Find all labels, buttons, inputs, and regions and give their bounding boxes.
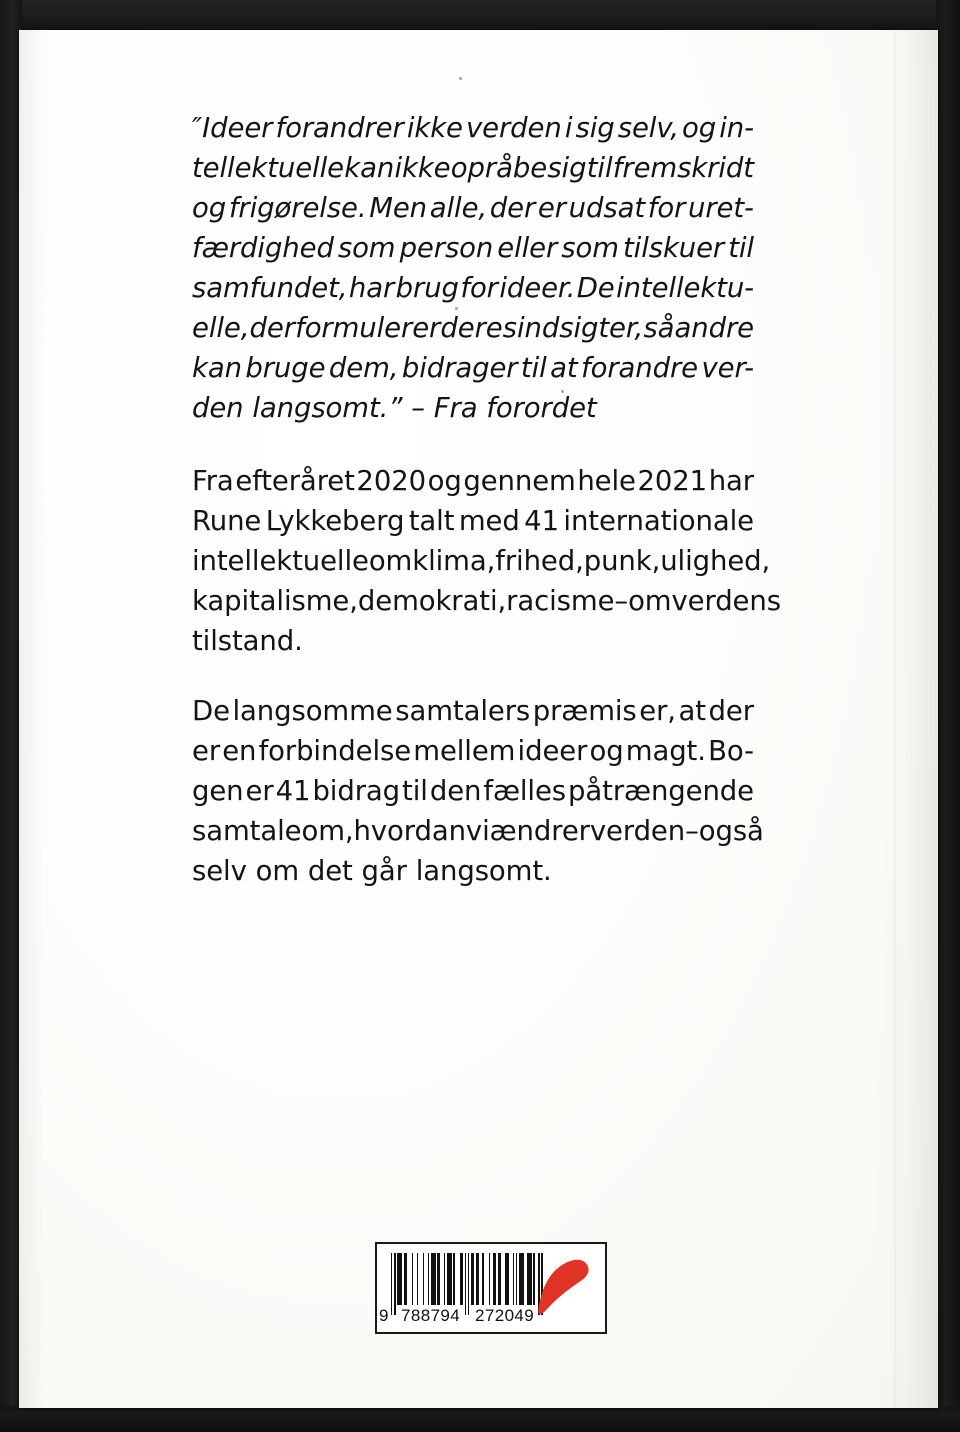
word: Fra bbox=[192, 465, 234, 497]
quote-line bbox=[192, 188, 754, 228]
word: verdens bbox=[671, 585, 781, 617]
word: racisme bbox=[506, 585, 615, 617]
word: om bbox=[368, 545, 413, 577]
paper-speck bbox=[459, 77, 462, 80]
word: til bbox=[402, 775, 428, 807]
word: formulerer bbox=[295, 312, 441, 344]
barcode-bar bbox=[412, 1253, 413, 1305]
word: udsat bbox=[568, 192, 646, 224]
word: sig bbox=[575, 112, 615, 144]
barcode-bar bbox=[482, 1253, 483, 1305]
word: har bbox=[348, 272, 395, 304]
word: og bbox=[589, 735, 624, 767]
barcode-bar bbox=[505, 1253, 510, 1305]
quote-line-attribution: den langsomt.” – Fra forordet bbox=[192, 392, 597, 424]
word: kapitalisme, bbox=[192, 585, 358, 617]
word: gen bbox=[192, 775, 244, 807]
word: andre bbox=[674, 312, 754, 344]
word: i bbox=[564, 112, 573, 144]
word: der bbox=[708, 695, 754, 727]
word: også bbox=[698, 815, 764, 847]
word: vi bbox=[465, 815, 490, 847]
word: bidrager bbox=[401, 352, 518, 384]
word: at bbox=[678, 695, 706, 727]
word: præmis bbox=[532, 695, 637, 727]
word: hele bbox=[577, 465, 636, 497]
backdrop-top-edge bbox=[0, 0, 960, 34]
premise-line bbox=[192, 731, 754, 771]
word: om, bbox=[301, 815, 354, 847]
barcode-bar bbox=[513, 1253, 514, 1305]
barcode-digit-group-right: 272049 bbox=[475, 1306, 535, 1325]
word: langsomme bbox=[232, 695, 393, 727]
word: alle, bbox=[429, 192, 488, 224]
word: – bbox=[614, 585, 629, 617]
word: sig bbox=[547, 152, 587, 184]
barcode-bar bbox=[417, 1253, 418, 1305]
word: mellem bbox=[413, 735, 516, 767]
word: frihed, bbox=[495, 545, 584, 577]
cover-crease-line bbox=[894, 30, 896, 1408]
word: intellektuelle bbox=[192, 545, 369, 577]
barcode-bar bbox=[453, 1253, 454, 1305]
barcode-bar bbox=[460, 1253, 463, 1305]
word: er, bbox=[639, 695, 676, 727]
word: ikke bbox=[406, 112, 463, 144]
word: og bbox=[427, 465, 462, 497]
word: fælles bbox=[483, 775, 567, 807]
word: ulighed, bbox=[660, 545, 771, 577]
description-line: tilstand. bbox=[192, 625, 303, 657]
premise-line bbox=[192, 771, 754, 811]
word: – bbox=[685, 815, 699, 847]
word: frigørelse. bbox=[228, 192, 367, 224]
word: en bbox=[222, 735, 257, 767]
word: og bbox=[192, 192, 227, 224]
word: samfundet, bbox=[192, 272, 348, 304]
word: selv, bbox=[617, 112, 679, 144]
word: demokrati, bbox=[357, 585, 507, 617]
word: til bbox=[520, 352, 547, 384]
word: færdighed bbox=[192, 232, 334, 264]
description-line bbox=[192, 581, 781, 621]
word: kan bbox=[192, 352, 242, 384]
word: forandrer bbox=[275, 112, 404, 144]
pull-quote-paragraph bbox=[192, 108, 754, 428]
book-back-cover bbox=[19, 30, 938, 1408]
description-line bbox=[192, 541, 771, 581]
word: klima, bbox=[412, 545, 496, 577]
premise-line: selv om det går langsomt. bbox=[192, 855, 552, 887]
barcode-bar bbox=[476, 1253, 479, 1305]
word: den bbox=[429, 775, 482, 807]
word: er bbox=[245, 775, 274, 807]
word: in- bbox=[719, 112, 754, 144]
word: til bbox=[586, 152, 613, 184]
word: punk, bbox=[583, 545, 661, 577]
barcode-bar bbox=[437, 1253, 440, 1305]
barcode-symbol bbox=[379, 1253, 543, 1327]
word: forandre bbox=[581, 352, 699, 384]
word: der bbox=[489, 192, 536, 224]
word: for bbox=[460, 272, 498, 304]
barcode-bar bbox=[404, 1253, 407, 1305]
word: eller bbox=[497, 232, 558, 264]
word: 41 bbox=[524, 505, 559, 537]
word: verden bbox=[589, 815, 686, 847]
word: Bo- bbox=[708, 735, 754, 767]
word: som bbox=[337, 232, 396, 264]
barcode-digits bbox=[379, 1305, 555, 1327]
word: om bbox=[628, 585, 672, 617]
quote-line bbox=[192, 108, 754, 148]
backdrop-bottom-edge bbox=[0, 1406, 960, 1432]
word: elle, bbox=[192, 312, 250, 344]
word: tilskuer bbox=[622, 232, 725, 264]
word: med bbox=[458, 505, 520, 537]
word: tellektuelle bbox=[192, 152, 344, 184]
barcode-bars bbox=[391, 1253, 543, 1305]
word: internationale bbox=[563, 505, 754, 537]
word: Men bbox=[369, 192, 428, 224]
word: indsigter, bbox=[517, 312, 644, 344]
word: hvordan bbox=[353, 815, 466, 847]
word: at bbox=[550, 352, 578, 384]
word: talt bbox=[408, 505, 455, 537]
cover-left-shading bbox=[19, 30, 45, 1408]
word: der bbox=[249, 312, 295, 344]
barcode-bar bbox=[444, 1253, 445, 1305]
word: så bbox=[643, 312, 675, 344]
premise-line bbox=[192, 811, 764, 851]
word: 41 bbox=[275, 775, 311, 807]
barcode-bar bbox=[447, 1253, 452, 1305]
barcode-bar bbox=[471, 1253, 474, 1305]
word: De bbox=[192, 695, 230, 727]
barcode-bar bbox=[428, 1253, 429, 1305]
word: ændrer bbox=[489, 815, 590, 847]
barcode-bar bbox=[431, 1253, 436, 1305]
word: kan bbox=[344, 152, 395, 184]
word: magt. bbox=[625, 735, 706, 767]
barcode-bar bbox=[397, 1253, 402, 1305]
barcode bbox=[375, 1242, 607, 1334]
word: til bbox=[728, 232, 754, 264]
word: er bbox=[192, 735, 221, 767]
barcode-bar bbox=[533, 1253, 534, 1305]
word: gennem bbox=[463, 465, 576, 497]
word: Lykkeberg bbox=[265, 505, 405, 537]
description-paragraph bbox=[192, 461, 781, 661]
word: og bbox=[682, 112, 717, 144]
premise-paragraph bbox=[192, 691, 764, 891]
word: bidrag bbox=[312, 775, 401, 807]
description-line bbox=[192, 461, 754, 501]
word: De bbox=[576, 272, 615, 304]
word: 2020 bbox=[356, 465, 427, 497]
word: Rune bbox=[192, 505, 262, 537]
quote-line bbox=[192, 348, 754, 388]
word: forbindelse bbox=[258, 735, 412, 767]
word: påtrængende bbox=[568, 775, 754, 807]
word: har bbox=[708, 465, 754, 497]
barcode-digit-group-middle: 788794 bbox=[401, 1306, 461, 1325]
word: samtale bbox=[192, 815, 302, 847]
word: deres bbox=[440, 312, 517, 344]
word: opråbe bbox=[450, 152, 548, 184]
barcode-bar bbox=[489, 1253, 490, 1305]
word: bruge bbox=[245, 352, 326, 384]
word: brug bbox=[395, 272, 459, 304]
barcode-bar bbox=[516, 1253, 517, 1305]
word: samtalers bbox=[395, 695, 531, 727]
back-cover-text-block bbox=[192, 108, 781, 891]
word: 2021 bbox=[637, 465, 708, 497]
barcode-bar bbox=[493, 1253, 496, 1305]
word: uret- bbox=[688, 192, 754, 224]
publisher-teardrop-icon bbox=[537, 1256, 591, 1324]
word: verden bbox=[465, 112, 562, 144]
word: for bbox=[647, 192, 686, 224]
cover-right-shading bbox=[874, 30, 938, 1408]
quote-line bbox=[192, 308, 754, 348]
word: ikke bbox=[394, 152, 451, 184]
barcode-bar bbox=[423, 1253, 424, 1305]
word: efteråret bbox=[235, 465, 355, 497]
description-line bbox=[192, 501, 754, 541]
barcode-digit-group-left: 9 bbox=[379, 1306, 389, 1325]
quote-line bbox=[192, 228, 754, 268]
word: ideer. bbox=[499, 272, 576, 304]
word: dem, bbox=[328, 352, 399, 384]
word: er bbox=[537, 192, 566, 224]
word: som bbox=[561, 232, 619, 264]
barcode-bar bbox=[527, 1253, 532, 1305]
word: ver- bbox=[701, 352, 754, 384]
word: ideer bbox=[517, 735, 588, 767]
word: fremskridt bbox=[612, 152, 754, 184]
quote-line bbox=[192, 148, 754, 188]
word: ″Ideer bbox=[192, 112, 273, 144]
premise-line bbox=[192, 691, 754, 731]
barcode-bar bbox=[519, 1253, 524, 1305]
word: person bbox=[399, 232, 494, 264]
quote-line bbox=[192, 268, 754, 308]
barcode-bar bbox=[498, 1253, 501, 1305]
word: intellektu- bbox=[616, 272, 754, 304]
backdrop-right-edge bbox=[936, 0, 960, 1432]
